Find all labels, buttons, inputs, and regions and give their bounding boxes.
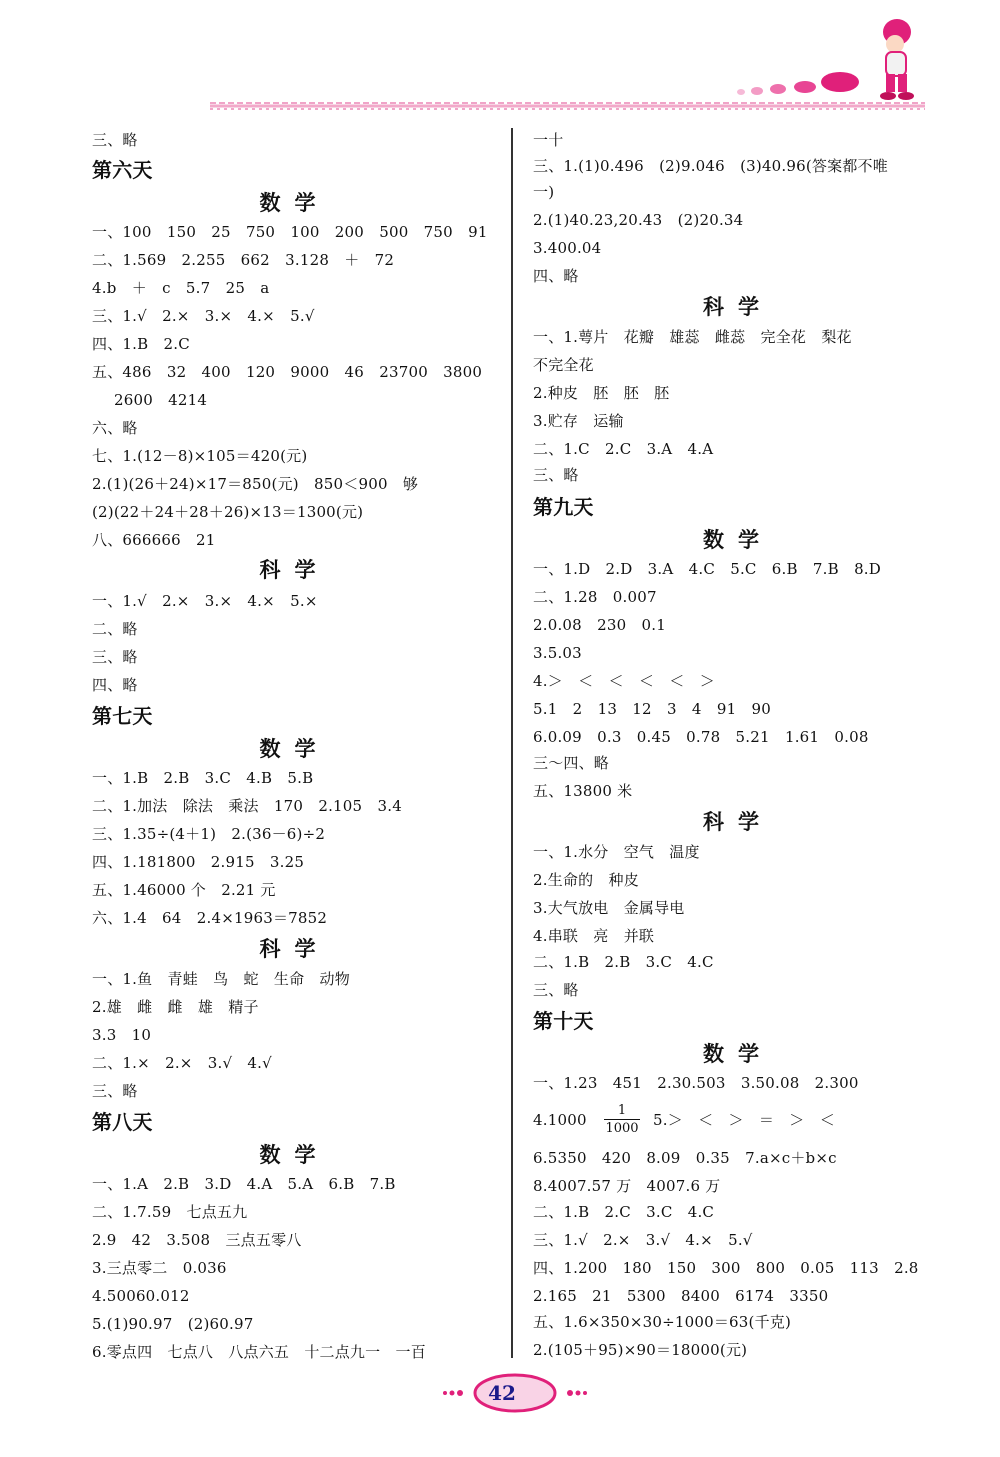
subject-heading: 数学 [259, 190, 330, 215]
answer-line: 2.(105＋95)×90＝18000(元) [533, 1341, 748, 1359]
answer-line: 一、1.鱼 青蛙 鸟 蛇 生命 动物 [92, 970, 350, 988]
answer-line: 二、1.7.59 七点五九 [92, 1203, 248, 1221]
answer-line: 六、1.4 64 2.4×1963＝7852 [92, 909, 328, 927]
answer-line: 三、略 [533, 466, 579, 484]
answer-line: 不完全花 [533, 356, 594, 374]
answer-line: 3.大气放电 金属导电 [533, 899, 685, 917]
subject-heading: 数学 [259, 736, 330, 761]
answer-line: 6.0.09 0.3 0.45 0.78 5.21 1.61 0.08 [533, 728, 869, 746]
answer-line: 三、略 [92, 131, 138, 149]
answer-line: 4.b ＋ c 5.7 25 a [92, 279, 270, 297]
day-heading: 第八天 [92, 1110, 153, 1134]
answer-line: 四、1.181800 2.915 3.25 [92, 853, 305, 871]
answer-line: 二、1.569 2.255 662 3.128 ＋ 72 [92, 251, 395, 269]
answer-line: 一) [533, 183, 555, 201]
subject-heading: 科学 [703, 809, 773, 834]
answer-line: 3.5.03 [533, 644, 582, 662]
answer-line: 四、1.200 180 150 300 800 0.05 113 2.8 [533, 1259, 919, 1277]
answer-line: 四、略 [92, 676, 138, 694]
answer-line: 5.1 2 13 12 3 4 91 90 [533, 700, 772, 718]
answer-line: 2.165 21 5300 8400 6174 3350 [533, 1287, 829, 1305]
answer-line: 一、1.萼片 花瓣 雄蕊 雌蕊 完全花 梨花 [533, 328, 852, 346]
answer-line: 三、1.√ 2.× 3.√ 4.× 5.√ [533, 1231, 753, 1249]
answer-line: 4.50060.012 [92, 1287, 190, 1305]
answer-line: 二、1.C 2.C 3.A 4.A [533, 440, 714, 458]
answer-line: 4.串联 亮 并联 [533, 927, 655, 945]
answer-line: 六、略 [92, 419, 138, 437]
answer-line: 一、100 150 25 750 100 200 500 750 91 [92, 223, 488, 241]
day-heading: 第六天 [92, 158, 153, 182]
answer-line: 二、1.B 2.C 3.C 4.C [533, 1203, 715, 1221]
answer-line: 2.9 42 3.508 三点五零八 [92, 1231, 302, 1249]
day-heading: 第十天 [533, 1009, 594, 1033]
fraction-numerator: 1 [617, 1103, 627, 1118]
answer-line: 2.(1)(26＋24)×17＝850(元) 850＜900 够 [92, 475, 419, 493]
answer-line: 5.(1)90.97 (2)60.97 [92, 1315, 254, 1333]
answer-line: 6.零点四 七点八 八点六五 十二点九一 一百 [92, 1343, 426, 1361]
answer-line: 三、1.√ 2.× 3.× 4.× 5.√ [92, 307, 315, 325]
answer-line: 3.3 10 [92, 1026, 152, 1044]
fraction-denominator: 1000 [605, 1121, 639, 1136]
answer-line: 8.4007.57 万 4007.6 万 [533, 1177, 721, 1195]
answer-line: 一、1.A 2.B 3.D 4.A 5.A 6.B 7.B [92, 1175, 396, 1193]
answer-line: 二、1.加法 除法 乘法 170 2.105 3.4 [92, 797, 402, 815]
answer-line: 4.＞ ＜ ＜ ＜ ＜ ＞ [533, 672, 715, 690]
day-heading: 第七天 [92, 704, 153, 728]
subject-heading: 数学 [703, 527, 773, 552]
answer-line: 一十 [533, 131, 564, 149]
answer-line: 3.400.04 [533, 239, 602, 257]
answer-line: 三～四、略 [533, 754, 610, 772]
answer-line: 五、13800 米 [533, 782, 633, 800]
answer-line: 四、略 [533, 267, 579, 285]
answer-line: 一、1.D 2.D 3.A 4.C 5.C 6.B 7.B 8.D [533, 560, 882, 578]
cartoon-boy-icon [880, 19, 914, 100]
answer-line: (2)(22＋24＋28＋26)×13＝1300(元) [92, 503, 364, 521]
answer-line: 2600 4214 [114, 391, 208, 409]
answer-line: 二、1.B 2.B 3.C 4.C [533, 953, 714, 971]
fraction [604, 1103, 640, 1136]
answer-line: 6.5350 420 8.09 0.35 7.a×c＋b×c [533, 1149, 837, 1167]
answer-line: 2.生命的 种皮 [533, 871, 639, 889]
answer-line: 一、1.√ 2.× 3.× 4.× 5.× [92, 592, 318, 610]
answer-line: 3.三点零二 0.036 [92, 1259, 227, 1277]
answer-line: 三、1.35÷(4＋1) 2.(36－6)÷2 [92, 825, 326, 843]
day-heading: 第九天 [533, 495, 594, 519]
answer-line: 2.雄 雌 雌 雄 精子 [92, 998, 259, 1016]
subject-heading: 数学 [259, 1142, 330, 1167]
answer-line: 一、1.B 2.B 3.C 4.B 5.B [92, 769, 314, 787]
subject-heading: 数学 [703, 1041, 773, 1066]
answer-line: 五、1.46000 个 2.21 元 [92, 881, 276, 899]
answer-line: 2.(1)40.23,20.43 (2)20.34 [533, 211, 744, 229]
subject-heading: 科学 [259, 557, 330, 582]
subject-heading: 科学 [259, 936, 330, 961]
answer-line: 4.1000 [533, 1111, 587, 1129]
answer-line: 五、486 32 400 120 9000 46 23700 3800 [92, 363, 483, 381]
answer-line: 五、1.6×350×30÷1000＝63(千克) [533, 1313, 792, 1331]
answer-line: 七、1.(12－8)×105＝420(元) [92, 447, 308, 465]
answer-line: 三、略 [92, 648, 138, 666]
answer-line: 三、1.(1)0.496 (2)9.046 (3)40.96(答案都不唯 [533, 157, 888, 175]
answer-line: 二、1.28 0.007 [533, 588, 657, 606]
answer-line: 2.0.08 230 0.1 [533, 616, 666, 634]
subject-heading: 科学 [703, 294, 773, 319]
answer-line: 四、1.B 2.C [92, 335, 190, 353]
answer-line: 二、1.× 2.× 3.√ 4.√ [92, 1054, 272, 1072]
answer-line: 三、略 [92, 1082, 138, 1100]
header-decoration [0, 0, 1000, 130]
page-number: 42 [488, 1381, 516, 1405]
column-divider [511, 128, 513, 1358]
answer-line: 三、略 [533, 981, 579, 999]
answer-line: 5.＞ ＜ ＞ ＝ ＞ ＜ [653, 1111, 835, 1129]
answer-line: 一、1.23 451 2.30.503 3.50.08 2.300 [533, 1074, 859, 1092]
answer-line: 二、略 [92, 620, 138, 638]
answer-line: 八、666666 21 [92, 531, 216, 549]
answer-line: 3.贮存 运输 [533, 412, 624, 430]
answer-line: 2.种皮 胚 胚 胚 [533, 384, 670, 402]
answer-line: 一、1.水分 空气 温度 [533, 843, 700, 861]
